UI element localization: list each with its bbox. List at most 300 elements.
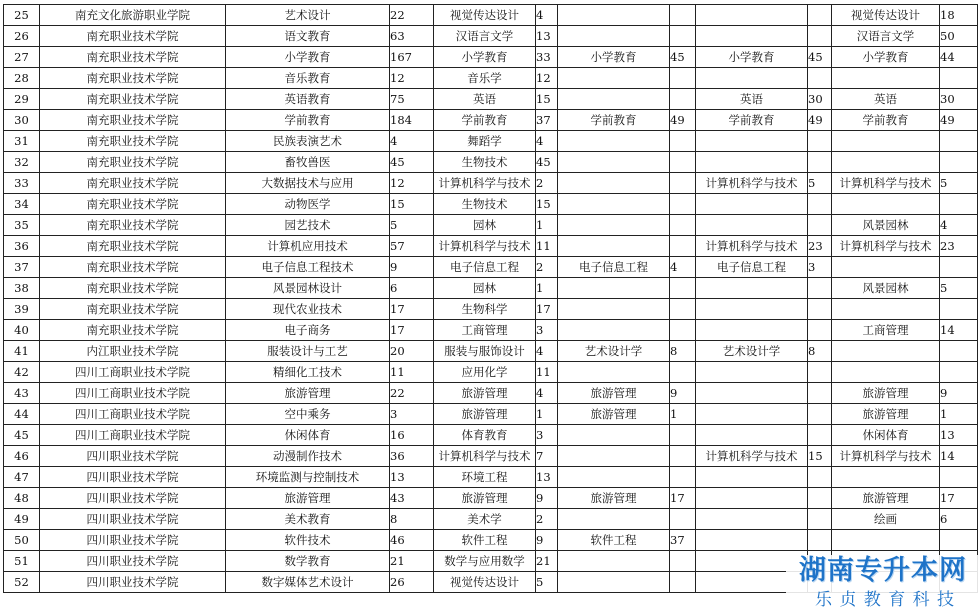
cell-serial-number: 44 xyxy=(4,404,40,425)
table-row xyxy=(4,383,978,404)
cell-target-count: 4 xyxy=(536,131,558,152)
cell-target-count-b3: 5 xyxy=(940,173,978,194)
cell-target-count-b2 xyxy=(808,467,832,488)
cell-target-major-b3: 视觉传达设计 xyxy=(832,5,940,26)
cell-target-count-b1 xyxy=(670,26,696,47)
cell-target-major-b3: 计算机科学与技术 xyxy=(832,446,940,467)
cell-target-count-b1: 1 xyxy=(670,404,696,425)
cell-major: 数字媒体艺术设计 xyxy=(226,572,390,593)
table-row xyxy=(4,89,978,110)
cell-serial-number: 29 xyxy=(4,89,40,110)
cell-target-count-b1 xyxy=(670,215,696,236)
cell-target-count-b3: 9 xyxy=(940,383,978,404)
cell-target-major-b2 xyxy=(696,194,808,215)
cell-target-major: 汉语言文学 xyxy=(434,26,536,47)
cell-target-major: 电子信息工程 xyxy=(434,257,536,278)
cell-target-count-b2 xyxy=(808,194,832,215)
cell-target-major-b2 xyxy=(696,383,808,404)
cell-target-count-b1 xyxy=(670,236,696,257)
cell-target-count: 17 xyxy=(536,299,558,320)
cell-target-major-b2 xyxy=(696,152,808,173)
cell-school-name: 四川职业技术学院 xyxy=(40,530,226,551)
cell-target-major-b3 xyxy=(832,131,940,152)
cell-enrollment-count: 36 xyxy=(390,446,434,467)
cell-major: 动物医学 xyxy=(226,194,390,215)
cell-major: 软件技术 xyxy=(226,530,390,551)
cell-target-major: 计算机科学与技术 xyxy=(434,236,536,257)
cell-target-major-b1 xyxy=(558,509,670,530)
cell-target-count-b1 xyxy=(670,446,696,467)
cell-major: 休闲体育 xyxy=(226,425,390,446)
cell-serial-number: 37 xyxy=(4,257,40,278)
cell-enrollment-count: 184 xyxy=(390,110,434,131)
cell-target-count-b3 xyxy=(940,341,978,362)
cell-enrollment-count: 63 xyxy=(390,26,434,47)
cell-target-major-b3: 工商管理 xyxy=(832,320,940,341)
cell-target-major: 舞蹈学 xyxy=(434,131,536,152)
cell-school-name: 南充职业技术学院 xyxy=(40,152,226,173)
cell-enrollment-count: 20 xyxy=(390,341,434,362)
cell-target-major-b1 xyxy=(558,572,670,593)
cell-target-major-b2 xyxy=(696,131,808,152)
cell-target-count: 1 xyxy=(536,278,558,299)
cell-enrollment-count: 43 xyxy=(390,488,434,509)
cell-target-count: 11 xyxy=(536,236,558,257)
cell-target-count-b3: 18 xyxy=(940,5,978,26)
table-row xyxy=(4,68,978,89)
cell-target-count-b3: 49 xyxy=(940,110,978,131)
cell-target-count-b3 xyxy=(940,194,978,215)
cell-target-major: 环境工程 xyxy=(434,467,536,488)
cell-target-major: 学前教育 xyxy=(434,110,536,131)
cell-target-major-b2: 艺术设计学 xyxy=(696,341,808,362)
cell-major: 风景园林设计 xyxy=(226,278,390,299)
cell-school-name: 南充职业技术学院 xyxy=(40,110,226,131)
cell-serial-number: 50 xyxy=(4,530,40,551)
cell-target-count-b1 xyxy=(670,89,696,110)
cell-target-count-b1: 37 xyxy=(670,530,696,551)
cell-target-major-b1 xyxy=(558,362,670,383)
table-row xyxy=(4,509,978,530)
cell-target-major-b1: 小学教育 xyxy=(558,47,670,68)
cell-enrollment-count: 13 xyxy=(390,467,434,488)
cell-target-major-b3: 学前教育 xyxy=(832,110,940,131)
cell-target-count-b1 xyxy=(670,509,696,530)
cell-target-count-b3: 1 xyxy=(940,404,978,425)
cell-serial-number: 33 xyxy=(4,173,40,194)
cell-school-name: 南充职业技术学院 xyxy=(40,257,226,278)
cell-target-major-b1 xyxy=(558,26,670,47)
table-body xyxy=(4,5,978,593)
watermark-subtitle: 乐 贞 教 育 科 技 xyxy=(814,590,956,610)
cell-target-major-b3: 计算机科学与技术 xyxy=(832,236,940,257)
cell-target-count-b2: 45 xyxy=(808,47,832,68)
cell-school-name: 南充职业技术学院 xyxy=(40,236,226,257)
cell-target-count-b2: 8 xyxy=(808,341,832,362)
table-row xyxy=(4,152,978,173)
cell-serial-number: 30 xyxy=(4,110,40,131)
cell-serial-number: 49 xyxy=(4,509,40,530)
cell-target-count: 11 xyxy=(536,362,558,383)
cell-target-count: 4 xyxy=(536,383,558,404)
table-row xyxy=(4,530,978,551)
cell-serial-number: 42 xyxy=(4,362,40,383)
cell-major: 园艺技术 xyxy=(226,215,390,236)
cell-target-count-b3: 5 xyxy=(940,278,978,299)
cell-target-major-b1: 电子信息工程 xyxy=(558,257,670,278)
cell-target-count-b2 xyxy=(808,131,832,152)
cell-serial-number: 27 xyxy=(4,47,40,68)
cell-target-count-b1 xyxy=(670,362,696,383)
cell-target-major: 数学与应用数学 xyxy=(434,551,536,572)
cell-target-count: 5 xyxy=(536,572,558,593)
cell-enrollment-count: 12 xyxy=(390,68,434,89)
cell-target-major: 小学教育 xyxy=(434,47,536,68)
cell-target-major-b1 xyxy=(558,551,670,572)
cell-target-count-b1 xyxy=(670,551,696,572)
cell-enrollment-count: 17 xyxy=(390,299,434,320)
cell-target-count: 15 xyxy=(536,89,558,110)
cell-target-major: 美术学 xyxy=(434,509,536,530)
cell-target-major-b3 xyxy=(832,362,940,383)
cell-target-count-b3: 30 xyxy=(940,89,978,110)
cell-target-major-b2 xyxy=(696,488,808,509)
cell-target-count-b2: 3 xyxy=(808,257,832,278)
cell-enrollment-count: 22 xyxy=(390,5,434,26)
cell-major: 民族表演艺术 xyxy=(226,131,390,152)
cell-target-major-b1 xyxy=(558,131,670,152)
cell-target-count: 1 xyxy=(536,404,558,425)
table-row xyxy=(4,173,978,194)
cell-school-name: 南充职业技术学院 xyxy=(40,89,226,110)
cell-target-major-b3: 绘画 xyxy=(832,509,940,530)
cell-serial-number: 47 xyxy=(4,467,40,488)
cell-target-major: 英语 xyxy=(434,89,536,110)
cell-target-major-b3 xyxy=(832,530,940,551)
cell-target-count-b2 xyxy=(808,509,832,530)
cell-target-major: 计算机科学与技术 xyxy=(434,173,536,194)
cell-target-major-b1 xyxy=(558,152,670,173)
table-row xyxy=(4,341,978,362)
table-row xyxy=(4,362,978,383)
cell-school-name: 四川职业技术学院 xyxy=(40,467,226,488)
cell-target-count-b2 xyxy=(808,320,832,341)
admission-table xyxy=(3,4,978,593)
cell-target-count-b2: 15 xyxy=(808,446,832,467)
cell-target-major-b2 xyxy=(696,320,808,341)
cell-serial-number: 28 xyxy=(4,68,40,89)
cell-target-major: 软件工程 xyxy=(434,530,536,551)
cell-target-major-b3: 旅游管理 xyxy=(832,404,940,425)
cell-serial-number: 40 xyxy=(4,320,40,341)
cell-enrollment-count: 11 xyxy=(390,362,434,383)
cell-target-count: 9 xyxy=(536,488,558,509)
cell-major: 数学教育 xyxy=(226,551,390,572)
cell-target-major-b1 xyxy=(558,68,670,89)
cell-target-major-b3: 小学教育 xyxy=(832,47,940,68)
cell-target-count-b3: 23 xyxy=(940,236,978,257)
cell-target-count-b2 xyxy=(808,215,832,236)
cell-major: 旅游管理 xyxy=(226,488,390,509)
cell-enrollment-count: 4 xyxy=(390,131,434,152)
cell-serial-number: 52 xyxy=(4,572,40,593)
cell-target-count-b3: 44 xyxy=(940,47,978,68)
cell-school-name: 四川职业技术学院 xyxy=(40,446,226,467)
cell-target-major-b2: 英语 xyxy=(696,89,808,110)
cell-target-major-b2 xyxy=(696,530,808,551)
cell-target-count-b3 xyxy=(940,152,978,173)
cell-major: 环境监测与控制技术 xyxy=(226,467,390,488)
cell-target-count-b3 xyxy=(940,68,978,89)
table-row xyxy=(4,488,978,509)
cell-target-count: 12 xyxy=(536,68,558,89)
cell-target-count-b1: 49 xyxy=(670,110,696,131)
cell-target-count-b3 xyxy=(940,257,978,278)
cell-target-count: 2 xyxy=(536,257,558,278)
cell-major: 电子信息工程技术 xyxy=(226,257,390,278)
cell-target-major-b3: 旅游管理 xyxy=(832,488,940,509)
cell-serial-number: 32 xyxy=(4,152,40,173)
cell-target-major-b1 xyxy=(558,467,670,488)
cell-target-count-b3: 13 xyxy=(940,425,978,446)
cell-school-name: 南充职业技术学院 xyxy=(40,215,226,236)
cell-school-name: 四川工商职业技术学院 xyxy=(40,404,226,425)
table-row xyxy=(4,404,978,425)
cell-target-major-b3 xyxy=(832,68,940,89)
cell-serial-number: 48 xyxy=(4,488,40,509)
cell-target-count-b1: 8 xyxy=(670,341,696,362)
table-row xyxy=(4,215,978,236)
cell-enrollment-count: 167 xyxy=(390,47,434,68)
cell-target-major-b1 xyxy=(558,446,670,467)
cell-target-major-b3 xyxy=(832,341,940,362)
cell-school-name: 四川职业技术学院 xyxy=(40,509,226,530)
cell-target-major-b2 xyxy=(696,26,808,47)
table-row xyxy=(4,446,978,467)
cell-target-major: 生物科学 xyxy=(434,299,536,320)
cell-target-count-b1 xyxy=(670,572,696,593)
cell-target-count: 7 xyxy=(536,446,558,467)
cell-enrollment-count: 12 xyxy=(390,173,434,194)
cell-target-count-b1 xyxy=(670,152,696,173)
table-row xyxy=(4,110,978,131)
cell-target-count: 13 xyxy=(536,26,558,47)
table-row xyxy=(4,425,978,446)
cell-target-count-b2: 5 xyxy=(808,173,832,194)
cell-major: 现代农业技术 xyxy=(226,299,390,320)
cell-enrollment-count: 16 xyxy=(390,425,434,446)
cell-school-name: 四川工商职业技术学院 xyxy=(40,362,226,383)
cell-target-major-b1 xyxy=(558,173,670,194)
cell-target-count-b1: 4 xyxy=(670,257,696,278)
cell-target-count-b2: 49 xyxy=(808,110,832,131)
cell-target-count: 4 xyxy=(536,341,558,362)
cell-enrollment-count: 9 xyxy=(390,257,434,278)
cell-target-major-b2 xyxy=(696,215,808,236)
cell-school-name: 南充职业技术学院 xyxy=(40,47,226,68)
cell-target-count: 33 xyxy=(536,47,558,68)
table-row xyxy=(4,236,978,257)
cell-target-count-b3: 17 xyxy=(940,488,978,509)
cell-target-count-b2 xyxy=(808,26,832,47)
cell-target-major-b2: 小学教育 xyxy=(696,47,808,68)
cell-enrollment-count: 46 xyxy=(390,530,434,551)
cell-target-count-b3: 14 xyxy=(940,446,978,467)
cell-serial-number: 39 xyxy=(4,299,40,320)
cell-target-count: 13 xyxy=(536,467,558,488)
cell-target-count-b1 xyxy=(670,320,696,341)
cell-target-count-b2 xyxy=(808,383,832,404)
cell-target-major: 园林 xyxy=(434,215,536,236)
cell-target-count: 3 xyxy=(536,425,558,446)
cell-major: 音乐教育 xyxy=(226,68,390,89)
cell-target-major-b2 xyxy=(696,68,808,89)
cell-enrollment-count: 17 xyxy=(390,320,434,341)
cell-serial-number: 35 xyxy=(4,215,40,236)
table-row xyxy=(4,5,978,26)
cell-enrollment-count: 6 xyxy=(390,278,434,299)
cell-target-major-b2 xyxy=(696,425,808,446)
cell-enrollment-count: 21 xyxy=(390,551,434,572)
cell-target-count-b1 xyxy=(670,5,696,26)
cell-school-name: 南充职业技术学院 xyxy=(40,26,226,47)
cell-target-major-b1 xyxy=(558,320,670,341)
cell-target-major-b1 xyxy=(558,89,670,110)
cell-target-major: 视觉传达设计 xyxy=(434,572,536,593)
cell-target-major-b2: 计算机科学与技术 xyxy=(696,446,808,467)
cell-target-count-b3: 4 xyxy=(940,215,978,236)
cell-enrollment-count: 22 xyxy=(390,383,434,404)
cell-target-count: 3 xyxy=(536,320,558,341)
table-row xyxy=(4,467,978,488)
cell-target-count-b1: 45 xyxy=(670,47,696,68)
cell-target-count-b2 xyxy=(808,404,832,425)
cell-target-count-b3 xyxy=(940,131,978,152)
cell-enrollment-count: 3 xyxy=(390,404,434,425)
cell-target-count: 45 xyxy=(536,152,558,173)
cell-target-count-b2 xyxy=(808,530,832,551)
cell-target-major-b1: 旅游管理 xyxy=(558,383,670,404)
cell-target-major-b1 xyxy=(558,299,670,320)
cell-enrollment-count: 5 xyxy=(390,215,434,236)
cell-major: 动漫制作技术 xyxy=(226,446,390,467)
table-row xyxy=(4,299,978,320)
cell-target-major-b2: 计算机科学与技术 xyxy=(696,173,808,194)
cell-target-count-b2 xyxy=(808,362,832,383)
cell-target-count-b2 xyxy=(808,68,832,89)
cell-target-major: 工商管理 xyxy=(434,320,536,341)
cell-target-count-b2 xyxy=(808,152,832,173)
cell-target-major-b2 xyxy=(696,278,808,299)
cell-major: 旅游管理 xyxy=(226,383,390,404)
cell-major: 电子商务 xyxy=(226,320,390,341)
cell-target-major-b2 xyxy=(696,404,808,425)
cell-target-count-b1 xyxy=(670,278,696,299)
cell-school-name: 内江职业技术学院 xyxy=(40,341,226,362)
cell-target-major-b3: 风景园林 xyxy=(832,215,940,236)
cell-target-count-b2 xyxy=(808,425,832,446)
cell-school-name: 四川职业技术学院 xyxy=(40,572,226,593)
cell-target-major-b2 xyxy=(696,362,808,383)
cell-target-count: 4 xyxy=(536,5,558,26)
cell-school-name: 南充职业技术学院 xyxy=(40,278,226,299)
cell-target-count-b3 xyxy=(940,530,978,551)
cell-serial-number: 34 xyxy=(4,194,40,215)
cell-major: 畜牧兽医 xyxy=(226,152,390,173)
cell-serial-number: 46 xyxy=(4,446,40,467)
cell-target-major-b1 xyxy=(558,236,670,257)
cell-target-count: 15 xyxy=(536,194,558,215)
cell-school-name: 四川职业技术学院 xyxy=(40,551,226,572)
cell-target-major-b3 xyxy=(832,299,940,320)
table-row xyxy=(4,320,978,341)
cell-serial-number: 51 xyxy=(4,551,40,572)
cell-enrollment-count: 75 xyxy=(390,89,434,110)
cell-target-count-b3: 6 xyxy=(940,509,978,530)
cell-enrollment-count: 26 xyxy=(390,572,434,593)
watermark-logo xyxy=(786,555,978,613)
cell-target-count-b1 xyxy=(670,173,696,194)
cell-school-name: 南充文化旅游职业学院 xyxy=(40,5,226,26)
cell-target-count-b1: 17 xyxy=(670,488,696,509)
cell-serial-number: 43 xyxy=(4,383,40,404)
cell-target-major-b2 xyxy=(696,509,808,530)
table-row xyxy=(4,278,978,299)
cell-enrollment-count: 57 xyxy=(390,236,434,257)
cell-major: 大数据技术与应用 xyxy=(226,173,390,194)
cell-target-count-b2: 30 xyxy=(808,89,832,110)
cell-target-major-b3 xyxy=(832,194,940,215)
cell-target-major-b2 xyxy=(696,5,808,26)
cell-major: 服装设计与工艺 xyxy=(226,341,390,362)
cell-school-name: 四川工商职业技术学院 xyxy=(40,425,226,446)
cell-target-count: 37 xyxy=(536,110,558,131)
cell-target-count-b1 xyxy=(670,131,696,152)
cell-target-major-b3: 休闲体育 xyxy=(832,425,940,446)
cell-target-major: 计算机科学与技术 xyxy=(434,446,536,467)
cell-serial-number: 25 xyxy=(4,5,40,26)
cell-enrollment-count: 45 xyxy=(390,152,434,173)
cell-school-name: 南充职业技术学院 xyxy=(40,299,226,320)
cell-school-name: 南充职业技术学院 xyxy=(40,173,226,194)
cell-target-major: 旅游管理 xyxy=(434,383,536,404)
cell-target-major-b1: 旅游管理 xyxy=(558,488,670,509)
cell-target-count: 2 xyxy=(536,173,558,194)
cell-target-major: 服装与服饰设计 xyxy=(434,341,536,362)
cell-target-count-b2 xyxy=(808,5,832,26)
cell-target-count-b3 xyxy=(940,299,978,320)
cell-target-major-b2: 学前教育 xyxy=(696,110,808,131)
cell-target-major-b3 xyxy=(832,467,940,488)
cell-serial-number: 36 xyxy=(4,236,40,257)
cell-target-major: 生物技术 xyxy=(434,152,536,173)
cell-major: 艺术设计 xyxy=(226,5,390,26)
cell-target-count-b3: 50 xyxy=(940,26,978,47)
cell-target-major: 生物技术 xyxy=(434,194,536,215)
cell-target-major-b2 xyxy=(696,467,808,488)
cell-target-major: 应用化学 xyxy=(434,362,536,383)
cell-school-name: 四川工商职业技术学院 xyxy=(40,383,226,404)
table-row xyxy=(4,194,978,215)
cell-major: 计算机应用技术 xyxy=(226,236,390,257)
cell-major: 语文教育 xyxy=(226,26,390,47)
cell-target-count-b1 xyxy=(670,194,696,215)
cell-target-count-b2 xyxy=(808,278,832,299)
cell-target-count-b2 xyxy=(808,299,832,320)
cell-target-major: 旅游管理 xyxy=(434,488,536,509)
cell-target-major-b3 xyxy=(832,152,940,173)
cell-major: 空中乘务 xyxy=(226,404,390,425)
